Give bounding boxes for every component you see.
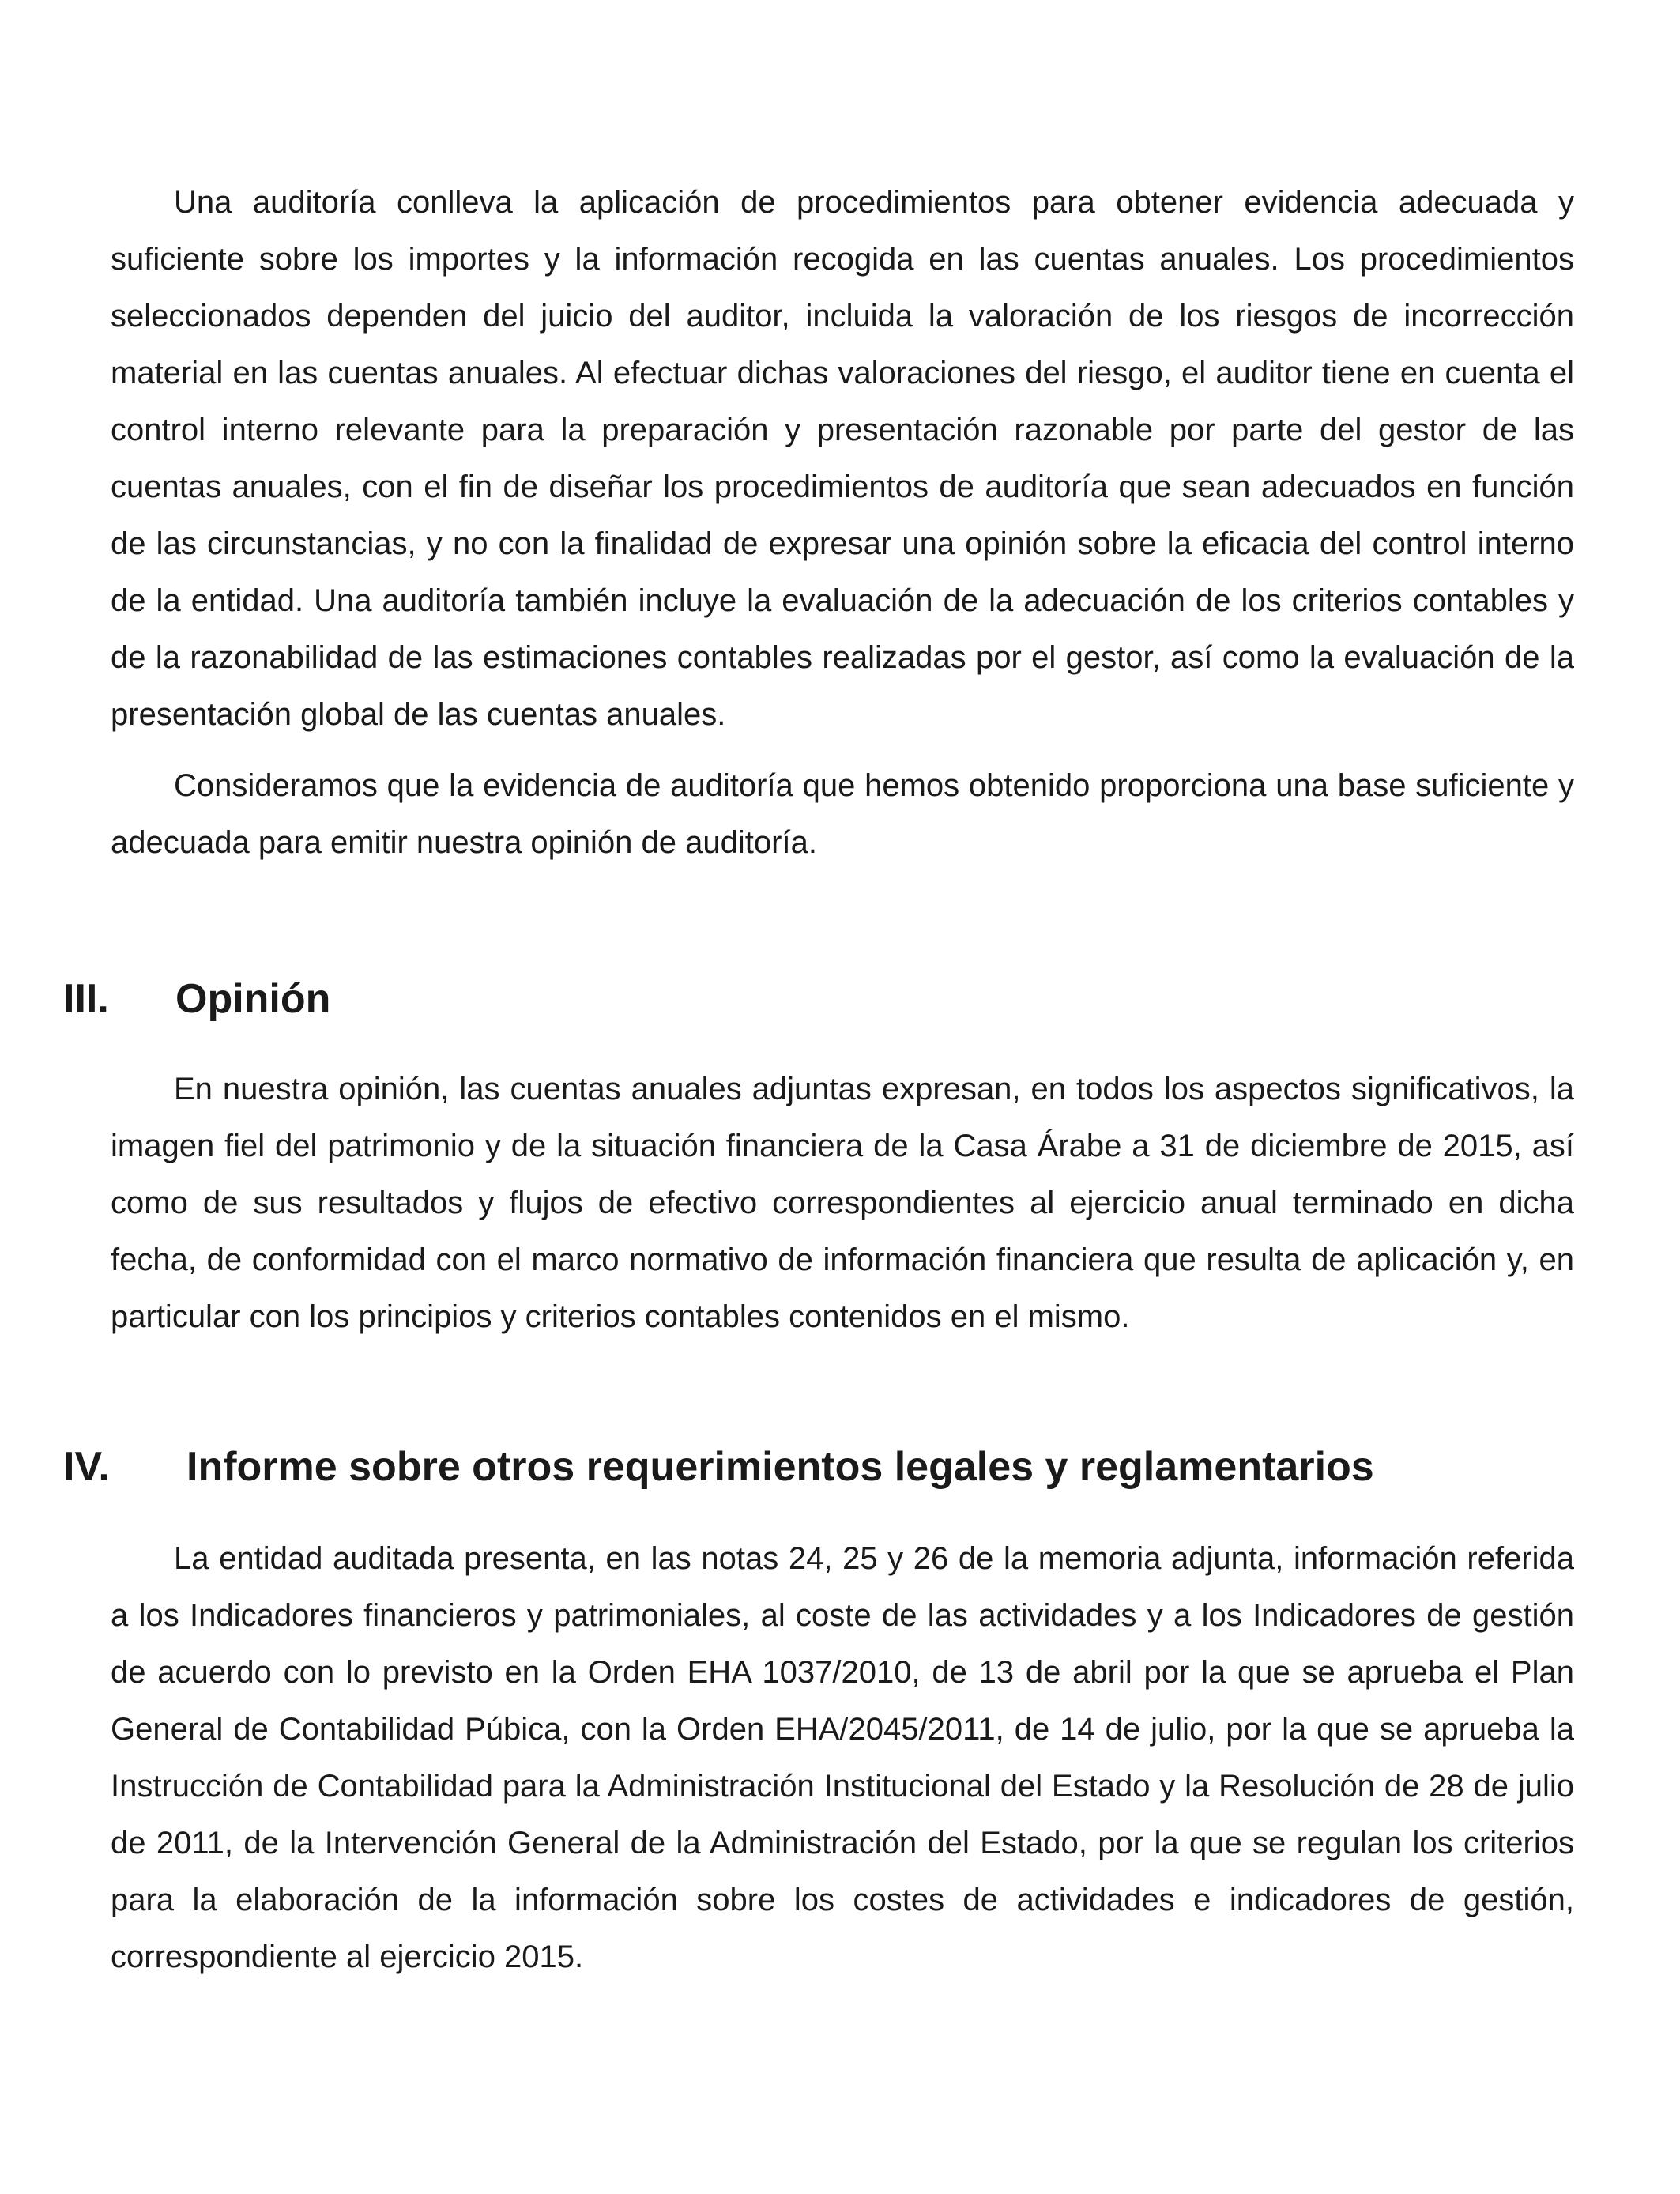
section-title: Opinión xyxy=(175,976,331,1022)
paragraph-opinion: En nuestra opinión, las cuentas anuales adjuntas expresan, en todos los aspectos significativos, la imagen fiel del patrimonio y de la situación financiera de la Casa Árabe a 31 de diciembre de 2015, así como de sus resultados y flujos de efectivo correspondientes al ejercicio anual terminado en dicha fecha, de conformidad con el marco normativo de información financiera que resulta de aplicación y, en particular con los principios y criterios contables contenidos en el mismo. xyxy=(111,1072,1574,1334)
paragraph-sufficient-evidence: Consideramos que la evidencia de auditoría que hemos obtenido proporciona una base suficiente y adecuada para emitir nuestra opinión de auditoría. xyxy=(111,768,1574,860)
section-heading-other-requirements xyxy=(63,1442,1374,1492)
section-heading-opinion xyxy=(63,974,330,1024)
section-title: Informe sobre otros requerimientos legales y reglamentarios xyxy=(186,1444,1374,1490)
section-number: IV. xyxy=(63,1444,110,1490)
paragraph-audit-procedures: Una auditoría conlleva la aplicación de procedimientos para obtener evidencia adecuada y suficiente sobre los importes y la información recogida en las cuentas anuales. Los procedimientos seleccionados dependen del juicio del auditor, incluida la valoración de los riesgos de incorrección material en las cuentas anuales. Al efectuar dichas valoraciones del riesgo, el auditor tiene en cuenta el control interno relevante para la preparación y presentación razonable por parte del gestor de las cuentas anuales, con el fin de diseñar los procedimientos de auditoría que sean adecuados en función de las circunstancias, y no con la finalidad de expresar una opinión sobre la eficacia del control interno de la entidad. Una auditoría también incluye la evaluación de la adecuación de los criterios contables y de la razonabilidad de las estimaciones contables realizadas por el gestor, así como la evaluación de la presentación global de las cuentas anuales. xyxy=(111,185,1574,732)
paragraph-other-requirements: La entidad auditada presenta, en las notas 24, 25 y 26 de la memoria adjunta, información referida a los Indicadores financieros y patrimoniales, al coste de las actividades y a los Indicadores de gestión de acuerdo con lo previsto en la Orden EHA 1037/2010, de 13 de abril por la que se aprueba el Plan General de Contabilidad Púbica, con la Orden EHA/2045/2011, de 14 de julio, por la que se aprueba la Instrucción de Contabilidad para la Administración Institucional del Estado y la Resolución de 28 de julio de 2011, de la Intervención General de la Administración del Estado, por la que se regulan los criterios para la elaboración de la información sobre los costes de actividades e indicadores de gestión, correspondiente al ejercicio 2015. xyxy=(111,1541,1574,1974)
section-number: III. xyxy=(63,976,109,1022)
